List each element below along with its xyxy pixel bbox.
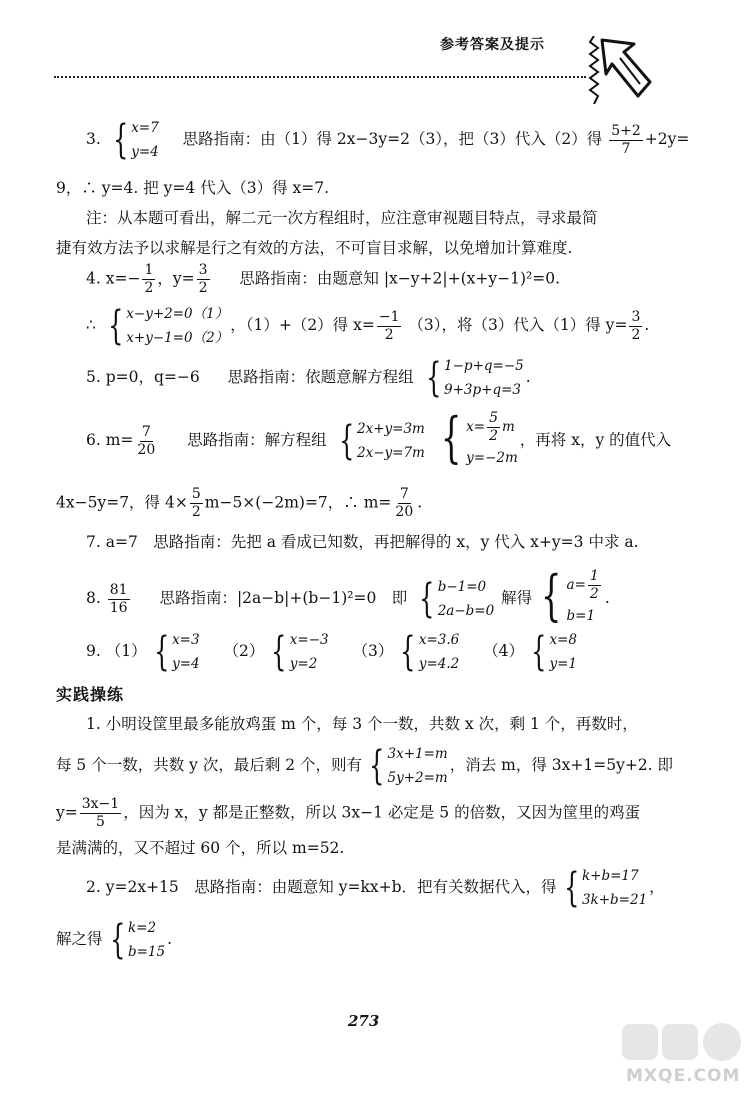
practice-1-line2: 每 5 个一数，共数 y 次，最后剩 2 个，则有 { 3x+1=m 5y+2=m ，消去 m，得 3x+1=5y+2. 即 [56,743,674,789]
practice-1-system: { 3x+1=m 5y+2=m [369,743,448,789]
item-4-fraction-3: $\frac{-1}{2}$ [378,308,400,343]
practice-2-line2: 解之得 { k=2 b=15 . [56,917,173,963]
item-4-fraction-y: $\frac{3}{2}$ [198,262,208,296]
page-number: 273 [348,1012,380,1030]
item-3-guide: 思路指南：由（1）得 2x−3y=2（3），把（3）代入（2）得 [182,130,603,148]
item-6-guide: 思路指南：解方程组 [187,431,327,449]
practice-2-system-2: { k=2 b=15 [109,917,166,963]
item-8-system-2: { a= $\frac{1}{2}$ b=1 [541,564,599,627]
item-8-guide: 思路指南：|2a−b|+(b−1)²=0 即 [159,589,408,607]
practice-1-line4: 是满满的，又不超过 60 个，所以 m=52. [56,839,345,857]
item-6-system-2: { x= $\frac{5}{2}$ m y=−2m [440,406,518,469]
item-6-line2: 4x−5y=7，得 4× $\frac{5}{2}$ m−5×(−2m)=7，∴ m= $\frac{7}{20}$ . [56,486,423,520]
item-5-guide: 思路指南：依题意解方程组 [227,368,414,386]
item-3-line2: 9，∴ y=4. 把 y=4 代入（3）得 x=7. [56,179,330,197]
zigzag-divider-icon [588,36,600,104]
item-4-line1: 4. x=− $\frac{1}{2}$ ，y= $\frac{3}{2}$ 思路指南：由题意知 |x−y+2|+(x+y−1)²=0. [86,262,561,296]
item-9-system-1: { x=3 y=4 [153,629,200,675]
item-3-note-line2: 捷有效方法予以求解是行之有效的方法，不可盲目求解，以免增加计算难度. [56,239,573,257]
item-4-guide: 思路指南：由题意知 |x−y+2|+(x+y−1)²=0. [239,269,561,288]
item-6-system-1: { 2x+y=3m 2x−y=7m [338,418,425,464]
item-5-line: 5. p=0，q=−6 思路指南：依题意解方程组 { 1−p+q=−5 9+3p+q=3 . [86,355,531,401]
item-9-line: 9. （1） { x=3 y=4 （2） { x=−3 y=2 （3） { x=3.6 y=4.2 （4） { x=8 y=1 [86,629,577,675]
item-8-fraction: $\frac{81}{16}$ [109,581,128,616]
item-6-line1: 6. m= $\frac{7}{20}$ 思路指南：解方程组 { 2x+y=3m 2x−y=7m { x= $\frac{5}{2}$ m y=−2m ，再将 x，y 的值代入 [86,410,671,472]
watermark-text: MXQE.COM [626,1066,741,1086]
item-9-system-3: { x=3.6 y=4.2 [400,629,460,675]
practice-1-line1: 1. 小明设筐里最多能放鸡蛋 m 个，每 3 个一数，共数 x 次，剩 1 个，再数时， [86,715,638,733]
item-7-line: 7. a=7 思路指南：先把 a 看成已知数，再把解得的 x，y 代入 x+y=3 中求 a. [86,533,639,551]
item-4-system: { x−y+2=0（1） x+y−1=0（2） [107,303,229,349]
item-6-fraction-2: $\frac{5}{2}$ [191,486,201,520]
item-4-line2: ∴ { x−y+2=0（1） x+y−1=0（2） ，（1）+（2）得 x= $\frac{-1}{2}$ （3），将（3）代入（1）得 y= $\frac{3}{2}$ . [86,303,650,349]
practice-2-line1: 2. y=2x+15 思路指南：由题意知 y=kx+b．把有关数据代入，得 { k+b=17 3k+b=21 ， [86,865,665,911]
item-6-fraction: $\frac{7}{20}$ [137,423,156,458]
practice-section-title: 实践操练 [56,685,125,704]
item-3-fraction: $\frac{5+2}{7}$ [611,122,641,157]
header-title: 参考答案及提示 [440,37,545,53]
practice-2-system-1: { k+b=17 3k+b=21 [563,865,648,911]
item-8-line: 8. $\frac{81}{16}$ 思路指南：|2a−b|+(b−1)²=0 即 { b−1=0 2a−b=0 解得 { a= $\frac{1}{2}$ b=1 . [86,568,610,630]
item-3-number: 3. [86,130,101,148]
item-3-line1: 3. { x=7 y=4 思路指南：由（1）得 2x−3y=2（3），把（3）代入（2）得 $\frac{5+2}{7}$ +2y= [86,117,690,163]
item-8-system-1: { b−1=0 2a−b=0 [419,576,495,622]
item-4-fraction-x: $\frac{1}{2}$ [144,262,154,296]
practice-1-line3: y= $\frac{3x-1}{5}$ ，因为 x，y 都是正整数，所以 3x−1 必定是 5 的倍数，又因为筐里的鸡蛋 [56,796,641,830]
practice-1-fraction: $\frac{3x-1}{5}$ [81,796,120,830]
item-9-system-4: { x=8 y=1 [531,629,577,675]
item-3-note-line1: 注：从本题可看出，解二元一次方程组时，应注意审视题目特点，寻求最简 [86,209,598,227]
item-3-system: { x=7 y=4 [112,117,159,163]
item-9-system-2: { x=−3 y=2 [271,629,329,675]
header-dotted-rule [54,76,586,78]
item-5-system: { 1−p+q=−5 9+3p+q=3 [425,355,524,401]
arrow-up-left-icon [600,38,652,100]
item-4-fraction-4: $\frac{3}{2}$ [631,308,641,343]
item-6-fraction-3: $\frac{7}{20}$ [395,486,414,520]
